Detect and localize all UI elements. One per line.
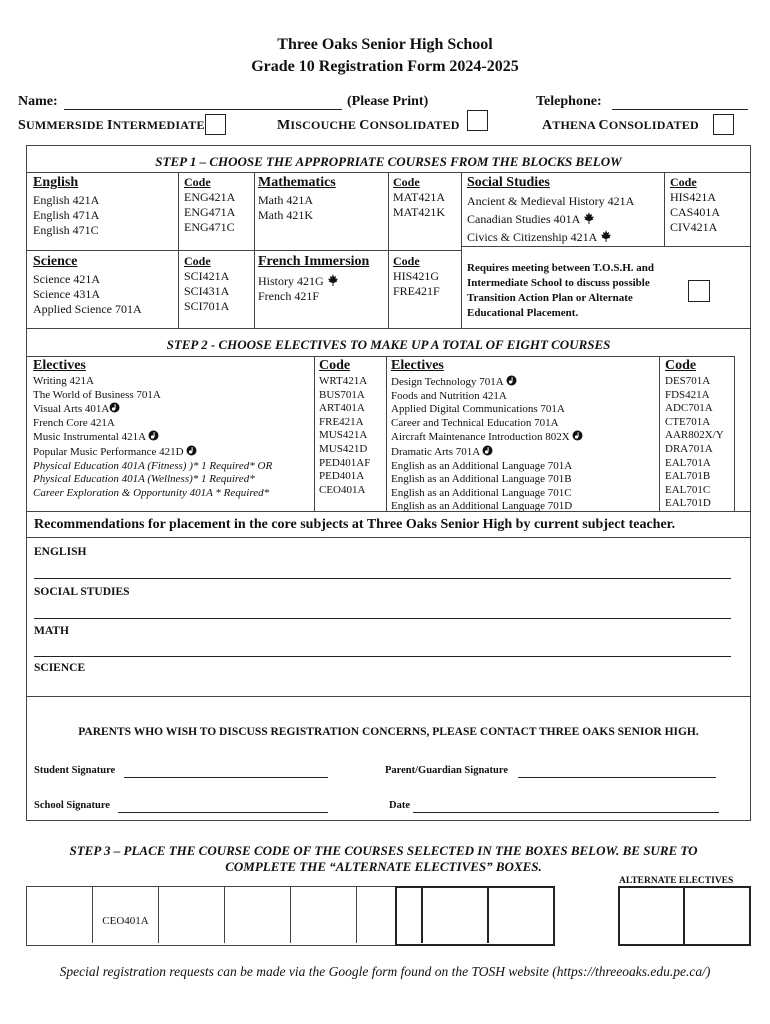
athena-checkbox[interactable] <box>713 114 734 135</box>
science-code-list <box>184 269 229 314</box>
recommend-social-label: SOCIAL STUDIES <box>34 586 130 598</box>
french-course-list <box>258 274 339 304</box>
math-course-list <box>258 193 313 223</box>
course-box-value: CEO401A <box>102 915 149 927</box>
list-item: Visual Arts 401A <box>33 402 313 417</box>
list-item: English as an Additional Language 701A <box>391 459 573 472</box>
divider <box>314 356 315 511</box>
school-option-miscouche: MISCOUCHE CONSOLIDATED <box>277 118 460 133</box>
divider <box>659 356 660 511</box>
recommend-math-line[interactable] <box>34 642 731 657</box>
french-block-title: French Immersion <box>258 254 370 269</box>
list-item: Physical Education 401A (Wellness)* 1 Required* <box>33 473 255 486</box>
list-item: AAR802X/Y <box>665 429 724 442</box>
music-icon <box>148 430 159 441</box>
course-box-4[interactable] <box>225 887 291 943</box>
contact-notice: PARENTS WHO WISH TO DISCUSS REGISTRATION CONCERNS, PLEASE CONTACT THREE OAKS SENIOR HIGH. <box>78 726 699 738</box>
list-item: Career and Technical Education 701A <box>391 416 559 429</box>
divider <box>386 356 387 511</box>
step3-title-line2: COMPLETE THE “ALTERNATE ELECTIVES” BOXES. <box>225 859 542 874</box>
list-item: Aircraft Maintenance Introduction 802X <box>391 430 659 445</box>
list-item: EAL701C <box>665 483 711 496</box>
recommend-english-label: ENGLISH <box>34 546 87 558</box>
maple-leaf-icon <box>600 230 612 242</box>
math-code-title: Code <box>393 175 420 189</box>
english-code-list <box>184 190 235 235</box>
list-item: ADC701A <box>665 402 713 415</box>
school-option-athena: ATHENA CONSOLIDATED <box>542 118 699 133</box>
social-code-list <box>670 190 720 235</box>
course-box-1[interactable] <box>27 887 93 943</box>
social-code-title: Code <box>670 175 697 189</box>
divider <box>26 250 462 251</box>
math-block-title: Mathematics <box>258 175 336 190</box>
music-icon <box>506 375 517 386</box>
social-course-list <box>467 194 634 248</box>
music-icon <box>572 430 583 441</box>
science-block-title: Science <box>33 254 78 269</box>
list-item: Math 421A <box>258 193 313 207</box>
math-code-list <box>393 190 445 220</box>
course-box-5[interactable] <box>291 887 357 943</box>
science-code-title: Code <box>184 254 211 268</box>
science-course-list <box>33 272 142 317</box>
electives-right-code-title: Code <box>665 358 697 373</box>
list-item: HIS421A <box>670 190 717 204</box>
list-item: ART401A <box>319 402 365 415</box>
list-item: Applied Digital Communications 701A <box>391 403 565 416</box>
course-box-2[interactable] <box>93 887 159 943</box>
list-item: FRE421A <box>319 415 364 428</box>
name-label: Name: <box>18 94 58 109</box>
step1-title: STEP 1 – CHOOSE THE APPROPRIATE COURSES FROM THE BLOCKS BELOW <box>155 154 622 169</box>
french-code-list <box>393 269 440 299</box>
list-item: ENG471A <box>184 205 236 219</box>
school-signature-label: School Signature <box>34 800 110 811</box>
list-item: Physical Education 401A (Fitness) )* 1 Required* OR <box>33 459 273 472</box>
divider <box>26 356 734 357</box>
list-item: The World of Business 701A <box>33 388 161 401</box>
school-signature-line[interactable] <box>118 799 328 813</box>
french-code-title: Code <box>393 254 420 268</box>
divider <box>26 696 751 697</box>
list-item: MUS421A <box>319 429 368 442</box>
transition-checkbox[interactable] <box>688 280 710 302</box>
list-item: English 421A <box>33 193 100 207</box>
divider <box>664 172 665 246</box>
list-item: DRA701A <box>665 442 713 455</box>
list-item: MAT421K <box>393 205 446 219</box>
telephone-label: Telephone: <box>536 94 602 109</box>
maple-leaf-icon <box>583 212 595 224</box>
electives-left-title: Electives <box>33 358 86 373</box>
alternate-electives-label: ALTERNATE ELECTIVES <box>619 876 734 886</box>
list-item: Popular Music Performance 421D <box>33 445 313 460</box>
name-input-line[interactable] <box>64 95 342 110</box>
list-item: Foods and Nutrition 421A <box>391 389 507 402</box>
music-icon <box>186 445 197 456</box>
list-item: Science 421A <box>33 272 100 286</box>
recommend-math-label: MATH <box>34 625 69 637</box>
list-item: Canadian Studies 401A <box>467 212 634 230</box>
english-course-list <box>33 193 99 238</box>
course-box-highlight <box>395 886 555 946</box>
list-item: PED401AF <box>319 456 371 469</box>
list-item: Science 431A <box>33 287 100 301</box>
telephone-input-line[interactable] <box>612 95 748 110</box>
social-block-title: Social Studies <box>467 175 550 190</box>
transition-note: Requires meeting between T.O.S.H. and Intermediate School to discuss possible Transition Action Plan or Alternate Educational Placement. <box>467 262 655 319</box>
list-item: ENG421A <box>184 190 236 204</box>
list-item: Ancient & Medieval History 421A <box>467 194 635 208</box>
music-icon <box>109 402 120 413</box>
list-item: DES701A <box>665 375 711 387</box>
english-code-title: Code <box>184 175 211 189</box>
list-item: MUS421D <box>319 442 368 455</box>
list-item: English 471C <box>33 223 99 237</box>
list-item: Design Technology 701A <box>391 375 659 390</box>
school-option-summerside: SUMMERSIDE INTERMEDIATE <box>18 118 205 133</box>
list-item: History 421G <box>258 274 339 289</box>
music-icon <box>482 445 493 456</box>
school-title: Three Oaks Senior High School <box>277 36 493 53</box>
list-item: SCI701A <box>184 299 230 313</box>
list-item: HIS421G <box>393 269 440 283</box>
list-item: EAL701D <box>665 497 711 510</box>
date-line[interactable] <box>413 799 719 813</box>
alternate-box-2[interactable] <box>685 888 749 944</box>
list-item: SCI431A <box>184 284 230 298</box>
list-item: CIV421A <box>670 220 718 234</box>
maple-leaf-icon <box>327 274 339 286</box>
list-item: English as an Additional Language 701D <box>391 500 573 513</box>
list-item: BUS701A <box>319 388 365 401</box>
recommend-english-line[interactable] <box>34 564 731 579</box>
form-title: Grade 10 Registration Form 2024-2025 <box>251 58 519 75</box>
step2-title: STEP 2 - CHOOSE ELECTIVES TO MAKE UP A TOTAL OF EIGHT COURSES <box>166 337 611 352</box>
list-item: English as an Additional Language 701B <box>391 473 572 486</box>
divider <box>734 356 735 511</box>
list-item: CTE701A <box>665 415 711 428</box>
divider <box>26 537 751 538</box>
list-item: Writing 421A <box>33 375 94 387</box>
list-item: English as an Additional Language 701C <box>391 486 572 499</box>
list-item: CEO401A <box>319 483 366 496</box>
student-signature-label: Student Signature <box>34 765 116 776</box>
parent-signature-label: Parent/Guardian Signature <box>385 765 509 776</box>
list-item: FRE421F <box>393 284 440 298</box>
electives-right-list <box>391 375 659 514</box>
alternate-box-1[interactable] <box>620 888 685 944</box>
miscouche-checkbox[interactable] <box>467 110 488 131</box>
list-item: Dramatic Arts 701A <box>391 445 659 460</box>
electives-left-codes <box>319 375 370 497</box>
list-item: Applied Science 701A <box>33 302 142 316</box>
summerside-checkbox[interactable] <box>205 114 226 135</box>
list-item: French 421F <box>258 289 319 303</box>
recommend-social-line[interactable] <box>34 604 731 619</box>
electives-right-title: Electives <box>391 358 444 373</box>
step3-title-line1: STEP 3 – PLACE THE COURSE CODE OF THE COURSES SELECTED IN THE BOXES BELOW. BE SURE TO <box>69 843 698 858</box>
list-item: ENG471C <box>184 220 235 234</box>
date-label: Date <box>389 800 410 811</box>
list-item: PED401A <box>319 470 365 483</box>
alternate-boxes <box>618 886 751 946</box>
list-item: EAL701A <box>665 456 711 469</box>
list-item: EAL701B <box>665 470 711 483</box>
electives-left-list <box>33 375 313 500</box>
list-item: MAT421A <box>393 190 446 204</box>
list-item: Civics & Citizenship 421A <box>467 230 634 248</box>
list-item: Music Instrumental 421A <box>33 430 313 445</box>
list-item: Career Exploration & Opportunity 401A * Required* <box>33 486 270 499</box>
list-item: Math 421K <box>258 208 313 222</box>
list-item: SCI421A <box>184 269 230 283</box>
course-box-3[interactable] <box>159 887 225 943</box>
student-signature-line[interactable] <box>124 764 328 778</box>
list-item: WRT421A <box>319 375 368 387</box>
recommend-science-label: SCIENCE <box>34 662 86 674</box>
english-block-title: English <box>33 175 79 190</box>
list-item: FDS421A <box>665 388 710 401</box>
print-hint: (Please Print) <box>347 94 429 109</box>
list-item: English 471A <box>33 208 100 222</box>
divider <box>26 328 751 329</box>
list-item: French Core 421A <box>33 416 115 429</box>
list-item: CAS401A <box>670 205 721 219</box>
parent-signature-line[interactable] <box>518 764 716 778</box>
footer-note: Special registration requests can be made via the Google form found on the TOSH website (https://threeoaks.edu.pe.ca/) <box>59 964 711 979</box>
electives-right-codes <box>665 375 724 511</box>
electives-left-code-title: Code <box>319 358 351 373</box>
recommend-title: Recommendations for placement in the core subjects at Three Oaks Senior High by current subject teacher. <box>34 517 676 532</box>
